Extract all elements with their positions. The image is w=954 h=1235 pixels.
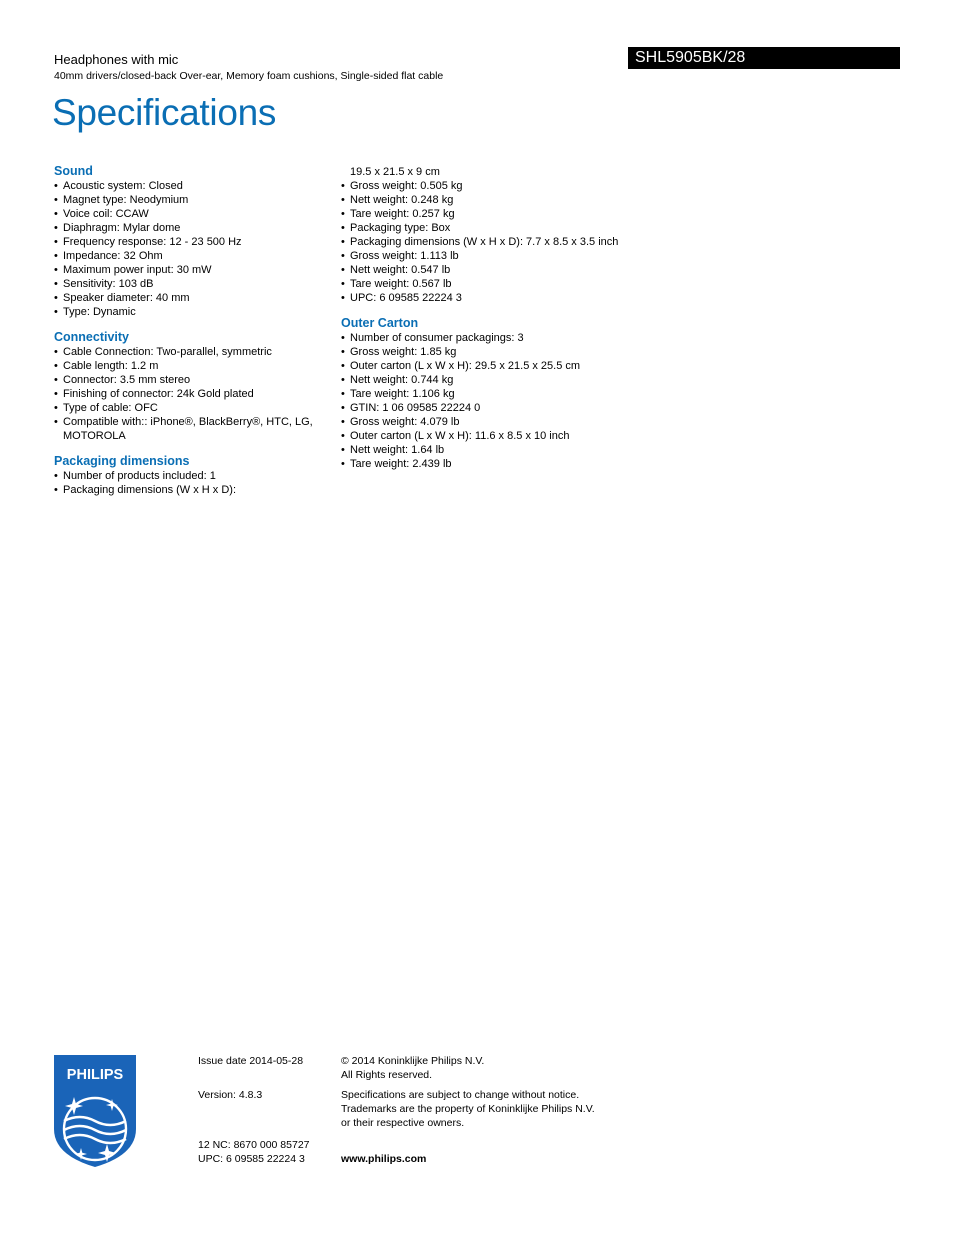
spec-item: • Finishing of connector: 24k Gold plated (54, 387, 334, 401)
spec-item: • Tare weight: 0.567 lb (341, 277, 621, 291)
spec-item: • Diaphragm: Mylar dome (54, 221, 334, 235)
spec-item: • Packaging dimensions (W x H x D): 7.7 x 8.5 x 3.5 inch (341, 235, 621, 249)
spec-item: • Speaker diameter: 40 mm (54, 291, 334, 305)
spec-item: • Type of cable: OFC (54, 401, 334, 415)
website-link[interactable]: www.philips.com (341, 1153, 427, 1165)
upc-code: UPC: 6 09585 22224 3 (198, 1153, 305, 1165)
spec-item: • Magnet type: Neodymium (54, 193, 334, 207)
spec-item: • Tare weight: 1.106 kg (341, 387, 621, 401)
spec-list (341, 179, 621, 305)
spec-item: • Number of products included: 1 (54, 469, 334, 483)
spec-list (341, 331, 621, 471)
spec-item: • Frequency response: 12 - 23 500 Hz (54, 235, 334, 249)
spec-item: • Sensitivity: 103 dB (54, 277, 334, 291)
rights-text: All Rights reserved. (341, 1069, 433, 1081)
page-title: Specifications (52, 92, 277, 133)
spec-item: • Compatible with:: iPhone®, BlackBerry®, HTC, LG, MOTOROLA (54, 415, 334, 443)
spec-item: • Maximum power input: 30 mW (54, 263, 334, 277)
spec-item: • Type: Dynamic (54, 305, 334, 319)
spec-item: • Gross weight: 0.505 kg (341, 179, 621, 193)
spec-item: • Cable length: 1.2 m (54, 359, 334, 373)
spec-list (54, 179, 334, 319)
spec-item: • Packaging dimensions (W x H x D): (54, 483, 334, 497)
spec-list (54, 469, 334, 497)
spec-item: • Nett weight: 1.64 lb (341, 443, 621, 457)
spec-section-connectivity (54, 329, 334, 443)
model-number-badge: SHL5905BK/28 (628, 47, 900, 69)
section-title: Sound (54, 164, 93, 178)
spec-item: • Gross weight: 1.113 lb (341, 249, 621, 263)
spec-item: • Outer carton (L x W x H): 11.6 x 8.5 x 10 inch (341, 429, 621, 443)
spec-item: • Gross weight: 4.079 lb (341, 415, 621, 429)
spec-item: • Acoustic system: Closed (54, 179, 334, 193)
spec-item: • Nett weight: 0.547 lb (341, 263, 621, 277)
section-title: Packaging dimensions (54, 454, 190, 468)
twelve-nc-code: 12 NC: 8670 000 85727 (198, 1139, 310, 1151)
notice-line-2: Trademarks are the property of Koninklijke Philips N.V. (341, 1103, 595, 1115)
spec-item: • Tare weight: 0.257 kg (341, 207, 621, 221)
issue-date: Issue date 2014-05-28 (198, 1055, 304, 1067)
section-title: Connectivity (54, 330, 130, 344)
spec-column-right (341, 163, 621, 481)
spec-item: • Gross weight: 1.85 kg (341, 345, 621, 359)
spec-column-left (54, 163, 334, 507)
spec-list (54, 345, 334, 443)
spec-section-packaging-dimensions (54, 453, 334, 497)
document-version: Version: 4.8.3 (198, 1089, 263, 1101)
spec-item: • Outer carton (L x W x H): 29.5 x 21.5 x 25.5 cm (341, 359, 621, 373)
product-name: Headphones with mic (54, 52, 179, 67)
spec-item: • Number of consumer packagings: 3 (341, 331, 621, 345)
spec-item: • GTIN: 1 06 09585 22224 0 (341, 401, 621, 415)
spec-item: • Nett weight: 0.248 kg (341, 193, 621, 207)
section-title: Outer Carton (341, 316, 419, 330)
spec-section-outer-carton (341, 315, 621, 471)
spec-item: • Cable Connection: Two-parallel, symmetric (54, 345, 334, 359)
logo-brand-text: PHILIPS (66, 1067, 124, 1083)
product-subtitle: 40mm drivers/closed-back Over-ear, Memory foam cushions, Single-sided flat cable (54, 70, 444, 82)
spec-item: • Tare weight: 2.439 lb (341, 457, 621, 471)
notice-line-1: Specifications are subject to change without notice. (341, 1089, 580, 1101)
spec-item: • Impedance: 32 Ohm (54, 249, 334, 263)
spec-item: • Connector: 3.5 mm stereo (54, 373, 334, 387)
spec-item: • Voice coil: CCAW (54, 207, 334, 221)
notice-line-3: or their respective owners. (341, 1117, 465, 1129)
spec-item: • Packaging type: Box (341, 221, 621, 235)
spec-item: • UPC: 6 09585 22224 3 (341, 291, 621, 305)
copyright-text: © 2014 Koninklijke Philips N.V. (341, 1055, 485, 1067)
spec-section-sound (54, 163, 334, 319)
philips-shield-logo (54, 1055, 136, 1167)
spec-section-packaging-continued (341, 163, 621, 305)
spec-item: • Nett weight: 0.744 kg (341, 373, 621, 387)
spec-item-continuation: 19.5 x 21.5 x 9 cm (350, 166, 440, 178)
